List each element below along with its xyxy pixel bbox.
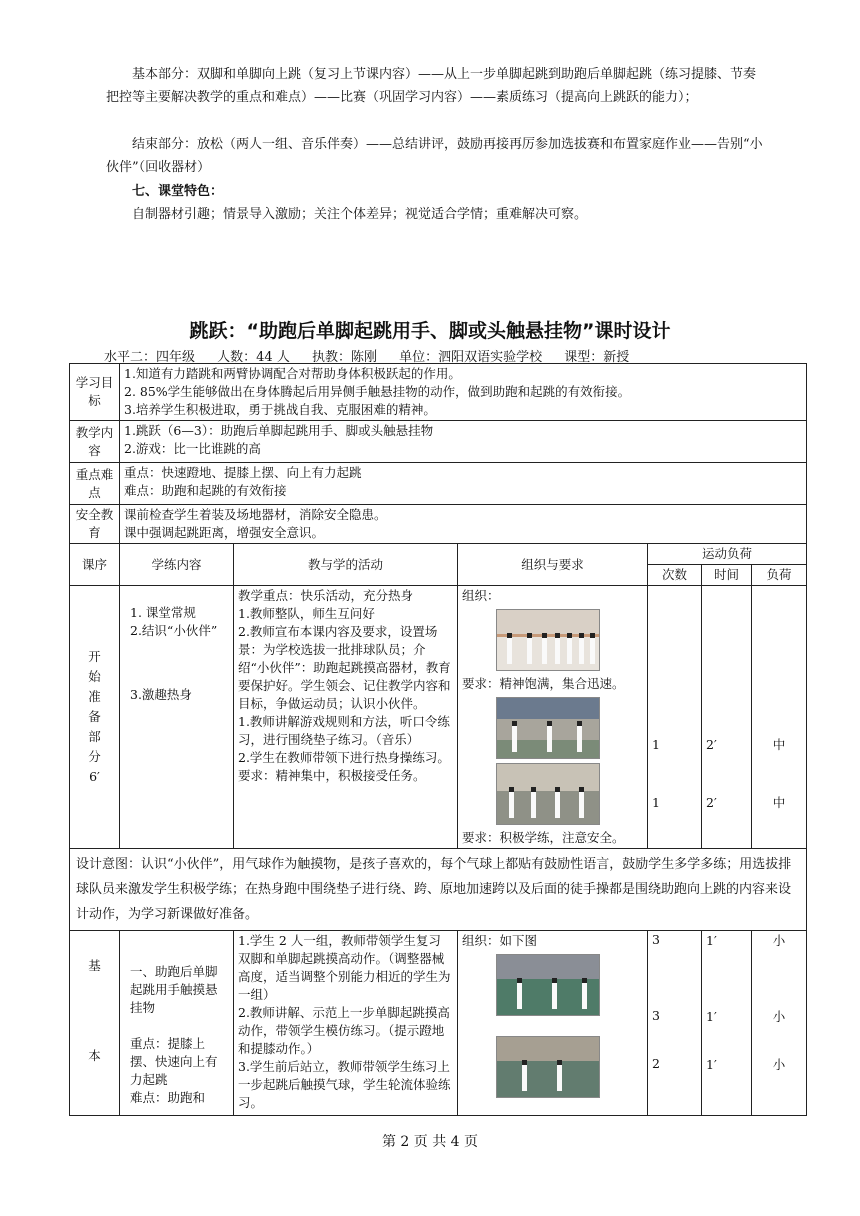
- end-part-text: 结束部分：放松（两人一组、音乐伴奏）——总结讲评，鼓励再接再厉参加选拔赛和布置家庭作业——告别“小伙伴”（回收器材）: [106, 137, 763, 175]
- part1-org-label: 组织：: [462, 588, 500, 603]
- header-times: 次数: [648, 565, 702, 586]
- meta-teacher: 执教：陈刚: [311, 350, 377, 365]
- part1-times: [648, 586, 702, 849]
- goal-2: 2. 85%学生能够做出在身体腾起后用异侧手触悬挂物的动作，做到助跑和起跳的有效衔接。: [124, 384, 631, 399]
- part2-org-label: 组织：如下图: [462, 933, 538, 948]
- part2-activities: 1.学生 2 人一组，教师带领学生复习双脚和单脚起跳摸高动作。（调整器械高度，适当调整个别能力相近的学生为一组） 2.教师讲解、示范上一步单脚起跳摸高动作，带领学生模仿练习。（提示蹬地和提膝动作。） 3.学生前后站立，教师带领学生练习上一步起跳后触摸气球，学生轮流体验练习。: [234, 931, 458, 1116]
- content-2: 2.游戏：比一比谁跳的高: [124, 441, 261, 456]
- lesson-table: [69, 363, 807, 1116]
- part2-org: [458, 931, 648, 1116]
- part2-time: [702, 931, 752, 1116]
- header-activities: 教与学的活动: [234, 544, 458, 586]
- part2-items: 一、助跑后单脚起跳用手触摸悬挂物 重点：提膝上摆、快速向上有力起跳 难点：助跑和: [120, 931, 234, 1116]
- safety-label: 安全教育: [70, 505, 120, 544]
- practice-photo-1: [496, 954, 600, 1016]
- part1-org-req2: 要求：积极学练，注意安全。: [462, 830, 625, 845]
- header-intensity: 负荷: [752, 565, 807, 586]
- part1-time-1: 2′: [706, 737, 717, 752]
- content-label: 教学内容: [70, 421, 120, 463]
- part2-label-bottom: 本: [88, 1048, 101, 1063]
- difficulty-point: 难点：助跑和起跳的有效衔接: [124, 483, 287, 498]
- part2-intensity-1: 小: [772, 933, 786, 948]
- part1-org-req1: 要求：精神饱满，集合迅速。: [462, 676, 625, 691]
- part2-intensity-3: 小: [772, 1057, 786, 1072]
- content-cell: [120, 421, 807, 463]
- practice-photo-2: [496, 1036, 600, 1098]
- part2-intensity-2: 小: [772, 1009, 786, 1024]
- key-label: 重点难点: [70, 463, 120, 505]
- header-order: 课序: [70, 544, 120, 586]
- section7-body: 自制器材引趣；情景导入激励；关注个体差异；视觉适合学情；重难解决可察。: [132, 207, 588, 222]
- part2-time-2: 1′: [706, 1009, 717, 1024]
- part1-time: [702, 586, 752, 849]
- part1-intensity: [752, 586, 807, 849]
- part1-times-2: 1: [652, 795, 660, 810]
- part1-item-1: 1. 课堂常规: [130, 605, 196, 620]
- part2-label: [70, 931, 120, 1116]
- part1-time-2: 2′: [706, 795, 717, 810]
- content-1: 1.跳跃（6—3）：助跑后单脚起跳用手、脚或头触悬挂物: [124, 423, 434, 438]
- part2-time-3: 1′: [706, 1057, 717, 1072]
- part2-time-1: 1′: [706, 933, 717, 948]
- goals-cell: [120, 364, 807, 421]
- key-point: 重点：快速蹬地、提膝上摆、向上有力起跳: [124, 465, 362, 480]
- part1-intensity-1: 中: [772, 737, 786, 752]
- part2-times-2: 3: [652, 1008, 660, 1023]
- part1-intensity-2: 中: [772, 795, 786, 810]
- part1-activities: 教学重点：快乐活动，充分热身 1.教师整队，师生互问好 2.教师宣布本课内容及要求，设置场景：为学校选拔一批排球队员；介绍“小伙伴”：助跑起跳摸高器材，教育要保护好。学生领会、记住教学内容和目标，争做运动员；认识小伙伴。 1.教师讲解游戏规则和方法，听口令练习，进行围绕垫子练习。（音乐） 2.学生在教师带领下进行热身操练习。 要求：精神集中，积极接受任务。: [234, 586, 458, 849]
- part2-intensity: [752, 931, 807, 1116]
- meta-unit: 单位：泗阳双语实验学校: [399, 350, 543, 365]
- key-cell: [120, 463, 807, 505]
- part1-item-2: 2.结识“小伙伴”: [130, 623, 218, 638]
- goal-3: 3.培养学生积极进取，勇于挑战自我、克服困难的精神。: [124, 402, 436, 417]
- gym-mats-photo: [496, 697, 600, 759]
- lineup-photo: [496, 609, 600, 671]
- safety-2: 课中强调起跳距离，增强安全意识。: [124, 525, 325, 540]
- goals-label: 学习目标: [70, 364, 120, 421]
- section7-title: 七、课堂特色：: [132, 184, 224, 199]
- part1-times-1: 1: [652, 737, 660, 752]
- safety-cell: [120, 505, 807, 544]
- header-items: 学练内容: [120, 544, 234, 586]
- page-footer: 第 2 页 共 4 页: [381, 1134, 479, 1150]
- header-org: 组织与要求: [458, 544, 648, 586]
- meta-type: 课型：新授: [564, 350, 630, 365]
- meta-count: 人数：44 人: [217, 350, 290, 365]
- header-load: 运动负荷: [648, 544, 807, 565]
- part1-label-text: 开始准备部分6′: [88, 649, 101, 784]
- part2-times-3: 2: [652, 1056, 660, 1071]
- safety-1: 课前检查学生着装及场地器材，消除安全隐患。: [124, 507, 387, 522]
- goal-1: 1.知道有力踏跳和两臂协调配合对帮助身体积极跃起的作用。: [124, 366, 461, 381]
- header-time: 时间: [702, 565, 752, 586]
- basic-part-text: 基本部分：双脚和单脚向上跳（复习上节课内容）——从上一步单脚起跳到助跑后单脚起跳（练习提膝、节奏把控等主要解决教学的重点和难点）——比赛（巩固学习内容）——素质练习（提高向上跳跃的能力）；: [106, 67, 757, 105]
- page-title: 跳跃：“助跑后单脚起跳用手、脚或头触悬挂物”课时设计: [189, 320, 671, 342]
- part2-label-top: 基: [88, 958, 101, 973]
- part1-item-3: 3.激趣热身: [130, 687, 192, 702]
- part1-label: [70, 586, 120, 849]
- design-intent: 设计意图：认识“小伙伴”，用气球作为触摸物，是孩子喜欢的，每个气球上都贴有鼓励性语言，鼓励学生多学多练；用选拔排球队员来激发学生积极学练；在热身跑中围绕垫子进行绕、跨、原地加速跨以及后面的徒手操都是围绕助跑向上跳的内容来设计动作，为学习新课做好准备。: [70, 849, 807, 931]
- part1-items: [120, 586, 234, 849]
- warmup-photo: [496, 763, 600, 825]
- meta-level: 水平二：四年级: [104, 350, 196, 365]
- part1-org: [458, 586, 648, 849]
- part2-times-1: 3: [652, 932, 660, 947]
- part2-times: [648, 931, 702, 1116]
